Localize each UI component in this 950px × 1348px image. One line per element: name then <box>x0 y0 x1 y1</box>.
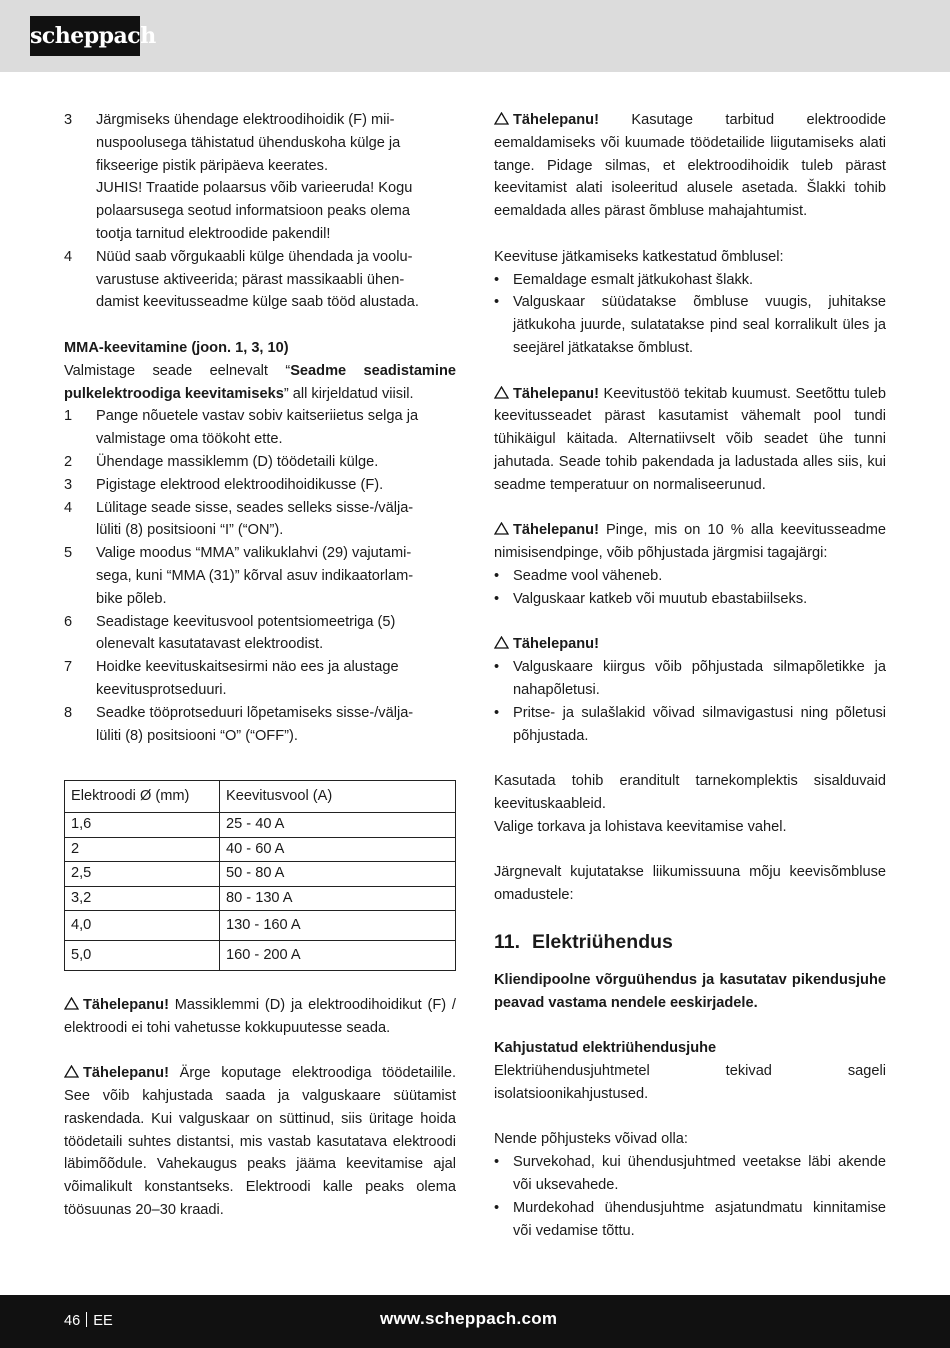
step-line: nuspoolusega tähistatud ühenduskoha külge ja <box>96 134 401 151</box>
table-header-row <box>65 781 456 813</box>
mma-step <box>64 405 456 451</box>
step-line: bike põleb. <box>96 590 167 607</box>
electrode-current-table <box>64 780 456 971</box>
step-line: Nüüd saab võrgukaabli külge ühendada ja voolu- <box>96 248 413 265</box>
step-line: varustuse aktiveerida; pärast massikaabli ühen- <box>96 271 405 288</box>
step-number: 1 <box>64 408 73 425</box>
step-line: sega, kuni “MMA (31)” kõrval asuv indikaatorlam- <box>96 567 414 584</box>
cable-note: Kasutada tohib eranditult tarnekomplektis sisalduvaid keevituskaableid. <box>494 773 886 812</box>
list-item <box>494 291 886 359</box>
table-cell: 2 <box>65 837 220 862</box>
brand-logo: scheppach <box>30 16 140 56</box>
table-row <box>65 837 456 862</box>
list-item-text: Pritse- ja sulašlakid võivad silmavigastusi ning põletusi põhjustada. <box>513 704 886 744</box>
warning-triangle-icon <box>494 636 509 649</box>
table-cell: 50 - 80 A <box>220 862 456 887</box>
step-line: Pigistage elektrood elektroodihoidikusse (F). <box>96 476 384 493</box>
bullet-dot: • <box>494 590 500 607</box>
list-item-text: Seadme vool väheneb. <box>513 567 663 584</box>
step-number: 5 <box>64 545 73 562</box>
table-row <box>65 886 456 911</box>
step-line: fikseerige pistik päripäeva keerates. <box>96 157 328 174</box>
warning-triangle-icon <box>64 1065 79 1078</box>
section-heading <box>494 929 886 955</box>
step-text <box>96 702 456 748</box>
cable-note: Valige torkava ja lohistava keevitamise vahel. <box>494 818 787 835</box>
warning-paragraph <box>494 109 886 223</box>
step-number: 3 <box>64 112 73 128</box>
step-text <box>96 405 456 451</box>
step-line: Pange nõuetele vastav sobiv kaitseriietus selga ja <box>96 408 419 425</box>
step-number: 7 <box>64 659 73 676</box>
bullet-dot: • <box>494 567 500 584</box>
table-row <box>65 911 456 941</box>
mma-step <box>64 542 456 610</box>
table-cell: 5,0 <box>65 941 220 971</box>
table-cell: 25 - 40 A <box>220 813 456 838</box>
warning-label: Tähelepanu! <box>83 996 169 1013</box>
warning-triangle-icon <box>64 997 79 1010</box>
step-number: 8 <box>64 704 73 721</box>
step-line: olenevalt kasutatavast elektroodist. <box>96 636 324 653</box>
step-text <box>96 542 456 610</box>
mma-step <box>64 497 456 543</box>
page-footer <box>0 1295 950 1348</box>
table-header-cell: Keevitusvool (A) <box>220 781 456 813</box>
connect-step-4 <box>64 246 456 314</box>
list-item <box>494 1197 886 1243</box>
mma-intro-text: ” all kirjeldatud viisil. <box>283 385 414 402</box>
mma-intro-bold: Seadme seadistamine pulkelektroodiga keevitamiseks <box>64 362 456 402</box>
page-number: 46 <box>64 1313 81 1329</box>
step-text <box>96 656 456 702</box>
bullet-dot: • <box>494 294 500 311</box>
warning-label: Tähelepanu! <box>83 1065 169 1082</box>
warning-text: Massiklemmi (D) ja elektroodihoidikut (F) / elektroodi ei tohi vahetusse kokkupuutesse seada. <box>64 996 456 1036</box>
list-item <box>494 269 886 292</box>
step-number: 4 <box>64 499 73 516</box>
table-cell: 1,6 <box>65 813 220 838</box>
warning-triangle-icon <box>494 386 509 399</box>
bullet-dot: • <box>494 1154 500 1171</box>
list-item-text: Murdekohad ühendusjuhtme asjatundmatu kinnitamise või vedamise tõttu. <box>513 1199 886 1239</box>
damaged-cable-text: Elektriühendusjuhtmetel tekivad sageli isolatsioonikahjustused. <box>494 1063 886 1102</box>
step-line: tootja tarnitud elektroodide pakendil! <box>96 225 331 242</box>
section-number: 11. <box>494 930 521 953</box>
step-line: valmistage oma töökoht ette. <box>96 431 283 448</box>
warning-paragraph <box>64 1062 456 1222</box>
step-number: 3 <box>64 476 73 493</box>
step-line: Seadke tööprotseduuri lõpetamiseks sisse-/välja- <box>96 704 414 721</box>
step-text <box>96 109 456 246</box>
step-line: damist keevitusseadme külge saab tööd alustada. <box>96 294 419 311</box>
step-line: lüliti (8) positsiooni “O” (“OFF”). <box>96 727 298 744</box>
left-column <box>64 109 456 1222</box>
warning-label: Tähelepanu! <box>513 112 599 128</box>
step-text <box>96 451 456 474</box>
table-header-cell: Elektroodi Ø (mm) <box>65 781 220 813</box>
mma-step <box>64 611 456 657</box>
step-line: Ühendage massiklemm (D) töödetaili külge. <box>96 453 379 470</box>
list-item-text: Valguskaar süüdatakse õmbluse vuugis, juhitakse jätkukoha juurde, sulatatakse pind seal korralikult üles ja seejärel jätkatakse õmblust. <box>513 294 886 356</box>
step-number: 4 <box>64 248 73 265</box>
step-text <box>96 611 456 657</box>
warning-paragraph <box>64 994 456 1040</box>
section-lead: Kliendipoolne võrguühendus ja kasutatav pikendusjuhe peavad vastama nendele eeskirjadele. <box>494 971 886 1011</box>
list-item-text: Eemaldage esmalt jätkukohast šlakk. <box>513 271 754 288</box>
list-item-text: Valguskaare kiirgus võib põhjustada silmapõletikke ja nahapõletusi. <box>513 659 886 698</box>
causes-intro: Nende põhjusteks võivad olla: <box>494 1131 688 1148</box>
list-item <box>494 565 886 588</box>
mma-step <box>64 702 456 748</box>
bullet-dot: • <box>494 659 500 676</box>
list-item-text: Valguskaar katkeb või muutub ebastabiilseks. <box>513 590 808 607</box>
warning-text: Keevitustöö tekitab kuumust. Seetõttu tuleb keevitusseadet pärast kasutamist vähemalt pool tundi tühikäigul käitada. Alternatiivselt võib seadet ühe tunni jahutada. Seade tohib pakendada ja ladustada alles siis, kui seadme temperatuur on normaliseerunud. <box>494 385 886 493</box>
table-cell: 4,0 <box>65 911 220 941</box>
table-cell: 2,5 <box>65 862 220 887</box>
step-line: JUHIS! Traatide polaarsus võib varieeruda! Kogu <box>96 180 413 197</box>
connect-step-3 <box>64 109 456 246</box>
section-title: Elektriühendus <box>532 930 673 953</box>
footer-divider <box>86 1312 87 1327</box>
mma-step <box>64 656 456 702</box>
header-band <box>0 0 950 72</box>
step-line: Seadistage keevitusvool potentsiomeetriga (5) <box>96 613 396 630</box>
step-line: lüliti (8) positsiooni “I” (“ON”). <box>96 522 284 539</box>
step-line: polaarsusega seotud informatsioon peaks olema <box>96 203 410 220</box>
warning-text: Kasutage tarbitud elektroodide eemaldamiseks või kuumade töödetailide liigutamiseks alati tange. Pidage silmas, et elektroodihoidik tuleb pärast keevitamist alati isoleeritud alusele asetada. Šlakki tohib eemaldada alles pärast õmbluse mahajahtumist. <box>494 112 886 220</box>
step-line: Järgmiseks ühendage elektroodihoidik (F) mii- <box>96 112 395 128</box>
warning-triangle-icon <box>494 112 509 125</box>
mma-intro-text: Valmistage seade eelnevalt “ <box>64 362 291 379</box>
damaged-cable-heading: Kahjustatud elektriühendusjuhe <box>494 1040 717 1057</box>
table-row <box>65 941 456 971</box>
table-cell: 130 - 160 A <box>220 911 456 941</box>
bullet-dot: • <box>494 271 500 288</box>
mma-step <box>64 474 456 497</box>
warning-label: Tähelepanu! <box>513 636 599 653</box>
page-indicator <box>64 1310 113 1333</box>
bullet-dot: • <box>494 1199 500 1216</box>
warning-paragraph <box>494 519 886 565</box>
step-text <box>96 246 456 314</box>
resume-intro: Keevituse jätkamiseks katkestatud õmblusel: <box>494 248 784 265</box>
step-text <box>96 497 456 543</box>
bullet-dot: • <box>494 704 500 721</box>
step-line: Lülitage seade sisse, seades selleks sisse-/välja- <box>96 499 414 516</box>
list-item <box>494 588 886 611</box>
step-line: Hoidke keevituskaitsesirmi näo ees ja alustage <box>96 659 399 676</box>
table-cell: 80 - 130 A <box>220 886 456 911</box>
website-link[interactable]: www.scheppach.com <box>380 1309 558 1328</box>
warning-text: Ärge koputage elektroodiga töödetailile. See võib kahjustada saada ja valguskaare süütamist raskendada. Kui valguskaar on süttinud, siis üritage hoida töödetaili suhtes distantsi, mis vastab kasutatava elektroodi läbimõõdule. Vahekaugus peaks jääma keevitamise ajal võimalikult konstantseks. Elektroodi kalle peaks olema töösuunas 20–30 kraadi. <box>64 1065 456 1219</box>
right-column <box>494 109 886 1242</box>
warning-triangle-icon <box>494 522 509 535</box>
list-item <box>494 656 886 702</box>
warning-paragraph <box>494 383 886 497</box>
list-item-text: Survekohad, kui ühendusjuhtmed veetakse läbi akende või uksevahede. <box>513 1154 886 1194</box>
table-row <box>65 813 456 838</box>
list-item <box>494 702 886 748</box>
warning-label: Tähelepanu! <box>513 522 599 539</box>
step-line: keevitusprotseduuri. <box>96 681 227 698</box>
warning-text: Pinge, mis on 10 % alla keevitusseadme nimisisendpinge, võib põhjustada järgmisi tagajärgi: <box>494 522 886 562</box>
mma-step <box>64 451 456 474</box>
table-cell: 160 - 200 A <box>220 941 456 971</box>
table-row <box>65 862 456 887</box>
mma-heading: MMA-keevitamine (joon. 1, 3, 10) <box>64 339 289 356</box>
mma-intro <box>64 360 456 406</box>
table-cell: 40 - 60 A <box>220 837 456 862</box>
language-code: EE <box>93 1313 113 1329</box>
list-item <box>494 1151 886 1197</box>
step-line: Valige moodus “MMA” valikuklahvi (29) vajutami- <box>96 545 412 562</box>
warning-label: Tähelepanu! <box>513 385 599 402</box>
direction-note: Järgnevalt kujutatakse liikumissuuna mõju keevisõmbluse omadustele: <box>494 864 886 904</box>
step-text <box>96 474 456 497</box>
step-number: 2 <box>64 453 73 470</box>
warning-paragraph <box>494 633 886 656</box>
step-number: 6 <box>64 613 73 630</box>
table-cell: 3,2 <box>65 886 220 911</box>
